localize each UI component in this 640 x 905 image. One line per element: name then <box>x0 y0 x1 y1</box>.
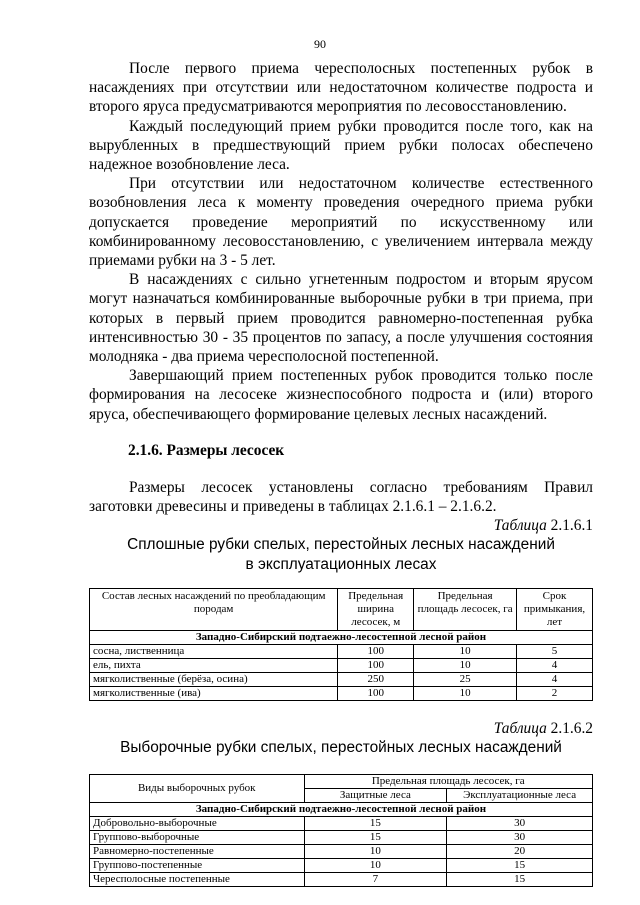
table-cell: 10 <box>414 687 517 701</box>
table2 <box>89 774 593 887</box>
table1-header-cell: Состав лесных насаждений по преобладающим породам <box>90 589 338 631</box>
table2-region-cell: Западно-Сибирский подтаежно-лесостепной лесной район <box>90 802 593 816</box>
table-cell: Добровольно-выборочные <box>90 816 305 830</box>
table-cell: 250 <box>338 673 414 687</box>
table2-header-cell: Виды выборочных рубок <box>90 774 305 802</box>
paragraph: Каждый последующий прием рубки проводится после того, как на вырубленных в предшествующий прием рубки полосах обеспечено надежное возобновление леса. <box>89 117 593 174</box>
table-cell: 100 <box>338 645 414 659</box>
table1-label-word: Таблица <box>493 517 547 535</box>
table2-header-cell: Предельная площадь лесосек, га <box>304 774 593 788</box>
table2-label-word: Таблица <box>493 720 547 738</box>
table1-header-cell: Предельная площадь лесосек, га <box>414 589 517 631</box>
table-cell: 10 <box>414 645 517 659</box>
paragraph: Завершающий прием постепенных рубок проводится только после формирования на лесосеке жизнеспособного подроста и (или) второго яруса, обеспечивающего формирование целевых лесных насаждений. <box>89 367 593 423</box>
document-body <box>89 59 593 887</box>
table-row <box>90 872 593 886</box>
table-cell: ель, пихта <box>90 659 338 673</box>
table-cell: Равномерно-постепенные <box>90 844 305 858</box>
table-cell: 15 <box>304 816 447 830</box>
table-cell: 30 <box>447 816 593 830</box>
table2-header-cell: Эксплуатационные леса <box>447 788 593 802</box>
table2-region-row <box>90 802 593 816</box>
table1-header-cell: Срок примыкания, лет <box>517 589 593 631</box>
table2-title: Выборочные рубки спелых, перестойных лесных насаждений <box>120 739 562 757</box>
table1-title-line1: Сплошные рубки спелых, перестойных лесных насаждений <box>127 536 555 554</box>
table1-title-line2: в эксплуатационных лесах <box>245 555 437 573</box>
table-cell: 10 <box>304 858 447 872</box>
table1-header-row <box>90 589 593 631</box>
table-cell: 100 <box>338 687 414 701</box>
table-cell: 4 <box>517 659 593 673</box>
table1 <box>89 588 593 701</box>
table-cell: 100 <box>338 659 414 673</box>
section-heading: 2.1.6. Размеры лесосек <box>128 441 285 459</box>
table-row <box>90 687 593 701</box>
table2-header-row <box>90 774 593 788</box>
table-cell: мягколиственные (берёза, осина) <box>90 673 338 687</box>
table-cell: 20 <box>447 844 593 858</box>
table-cell: Группово-выборочные <box>90 830 305 844</box>
table-cell: 4 <box>517 673 593 687</box>
table-cell: 7 <box>304 872 447 886</box>
table-cell: сосна, лиственница <box>90 645 338 659</box>
table2-header-cell: Защитные леса <box>304 788 447 802</box>
table-cell: 10 <box>414 659 517 673</box>
table-row <box>90 858 593 872</box>
paragraph: В насаждениях с сильно угнетенным подростом и вторым ярусом могут назначаться комбинированные выборочные рубки в три приема, при которых в первый прием проводится равномерно-постепенная рубка интенсивностью 30 - 35 процентов по запасу, а после улучшения состояния молодняка - два приема чересполосной постепенной. <box>89 271 593 366</box>
table-row <box>90 844 593 858</box>
table1-label <box>89 516 593 535</box>
table1-region-cell: Западно-Сибирский подтаежно-лесостепной лесной район <box>90 631 593 645</box>
paragraph: При отсутствии или недостаточном количестве естественного возобновления леса к моменту проведения очередного приема рубки допускается проведение мероприятий по искусственному или комбинированному лесовосстановлению, с увеличением интервала между приемами рубки на 3 - 5 лет. <box>89 175 593 270</box>
table-cell: 10 <box>304 844 447 858</box>
intro-paragraph: Размеры лесосек установлены согласно требованиям Правил заготовки древесины и приведены в таблицах 2.1.6.1 – 2.1.6.2. <box>89 478 593 516</box>
table2-label <box>89 719 593 738</box>
table-cell: 15 <box>304 830 447 844</box>
table2-label-number: 2.1.6.2 <box>550 720 593 738</box>
table-cell: 25 <box>414 673 517 687</box>
table-cell: Группово-постепенные <box>90 858 305 872</box>
table1-title <box>89 535 593 574</box>
table-row <box>90 659 593 673</box>
page-number: 90 <box>314 37 326 51</box>
table-row <box>90 673 593 687</box>
paragraph: После первого приема чересполосных постепенных рубок в насаждениях при отсутствии или недостаточном количестве подроста и второго яруса предусматриваются мероприятия по лесовосстановлению. <box>89 60 593 116</box>
table-cell: 30 <box>447 830 593 844</box>
table-cell: 15 <box>447 858 593 872</box>
table-row <box>90 830 593 844</box>
table-cell: Чересполосные постепенные <box>90 872 305 886</box>
table-cell: мягколиственные (ива) <box>90 687 338 701</box>
table-row <box>90 816 593 830</box>
table-row <box>90 645 593 659</box>
table1-header-cell: Предельная ширина лесосек, м <box>338 589 414 631</box>
table-cell: 2 <box>517 687 593 701</box>
table1-label-number: 2.1.6.1 <box>550 517 593 535</box>
table1-region-row <box>90 631 593 645</box>
table-cell: 15 <box>447 872 593 886</box>
table-cell: 5 <box>517 645 593 659</box>
